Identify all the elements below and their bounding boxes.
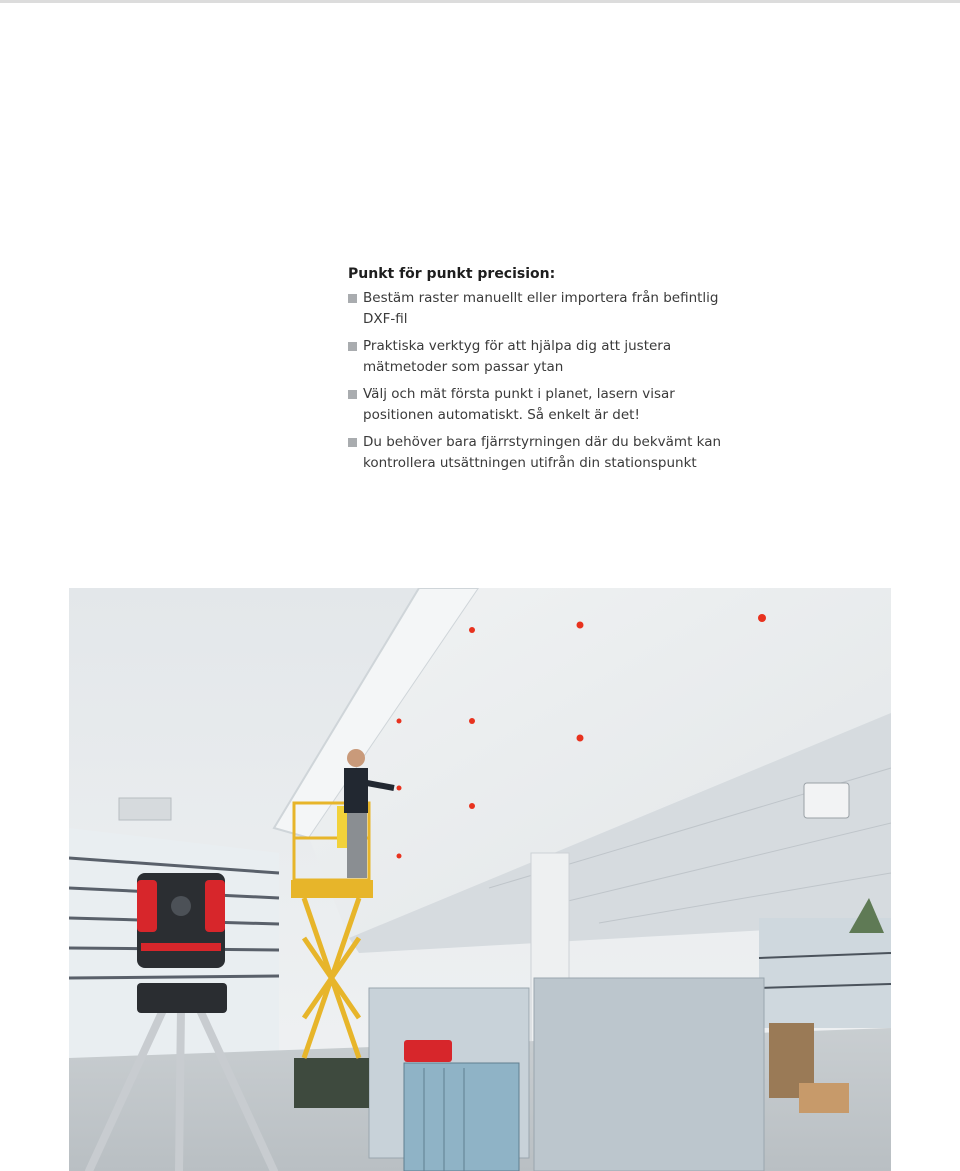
square-bullet-icon [348,342,357,351]
interior-photo [69,588,891,1171]
list-item [348,384,748,426]
section-heading: Punkt för punkt precision: [348,266,556,282]
list-item-text: Du behöver bara fjärrstyrningen där du bekvämt kan kontrollera utsättningen utifrån din stationspunkt [363,434,722,471]
tripod-head [137,983,227,1013]
red-case [404,1040,452,1062]
square-bullet-icon [348,390,357,399]
cabinet [404,1063,519,1171]
square-bullet-icon [348,294,357,303]
box [799,1083,849,1113]
partition-panel-large [534,978,764,1171]
laser-device [137,873,225,968]
projector [804,783,849,818]
list-item-text: Bestäm raster manuellt eller importera från befintlig DXF-fil [363,290,719,327]
page-top-rule [0,0,960,3]
feature-text-block [348,264,748,480]
list-item [348,336,748,378]
square-bullet-icon [348,438,357,447]
ceiling-light [119,798,171,820]
list-item [348,432,748,474]
list-item-text: Välj och mät första punkt i planet, lasern visar positionen automatiskt. Så enkelt är det! [363,386,675,423]
right-windows [759,918,891,1028]
list-item-text: Praktiska verktyg för att hjälpa dig att justera mätmetoder som passar ytan [363,338,672,375]
list-item [348,288,748,330]
feature-list [348,288,748,474]
